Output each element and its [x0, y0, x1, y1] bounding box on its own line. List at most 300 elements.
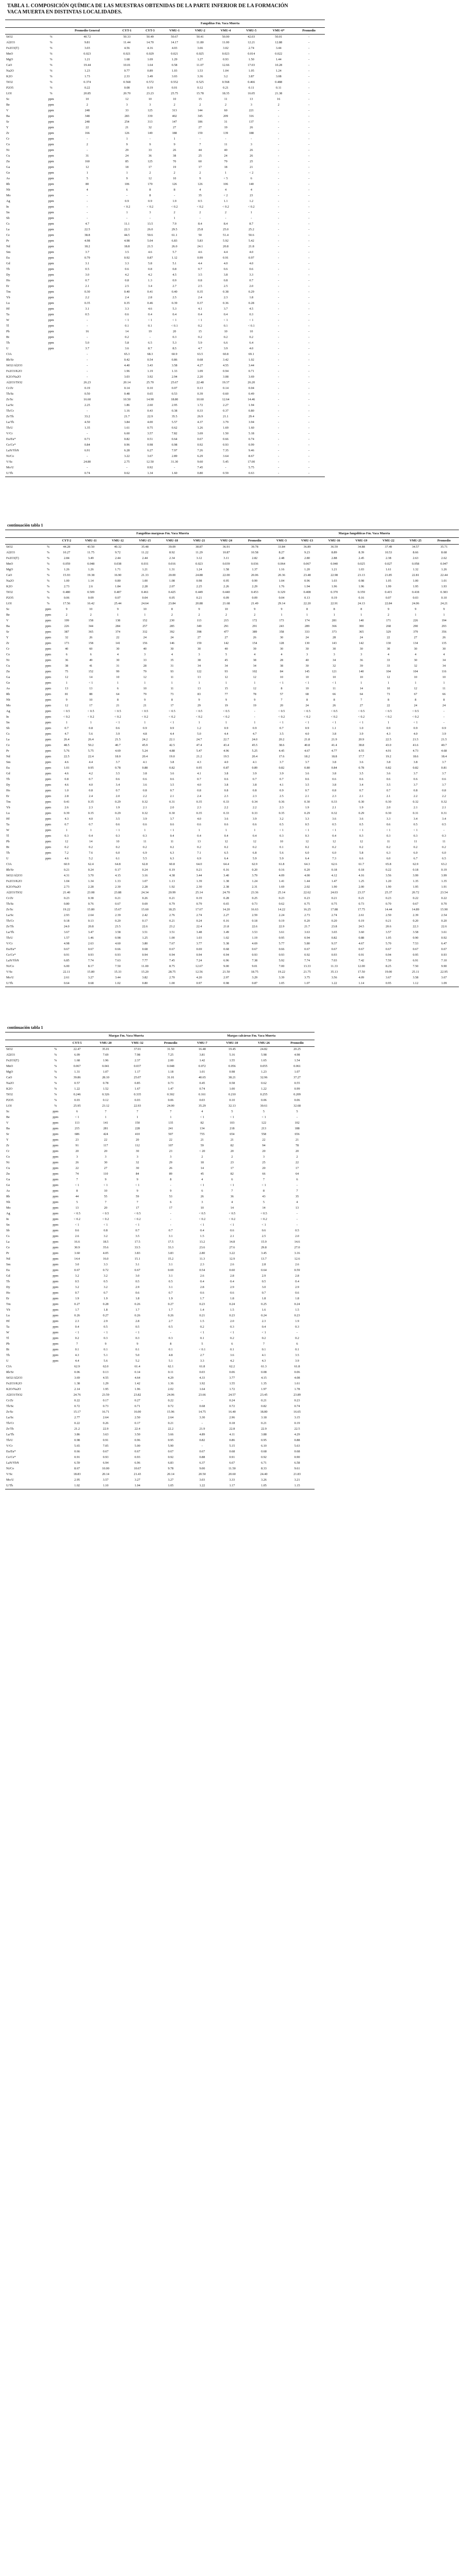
value-cell: 0.73: [358, 902, 365, 906]
column-header: CYT-2: [56, 538, 77, 545]
value-cell: 0.16: [223, 868, 229, 872]
element-label: Fe2O3(T): [6, 46, 19, 50]
unit-cell: ppm: [45, 675, 51, 680]
value-cell: 1.35: [441, 879, 447, 884]
value-cell: -: [278, 211, 279, 215]
value-cell: 20: [104, 1206, 107, 1210]
value-cell: 35.48: [141, 545, 148, 549]
table-row: [5, 924, 459, 930]
value-cell: 2.94: [171, 375, 177, 379]
value-cell: 24: [143, 636, 147, 640]
element-label: LOI: [6, 92, 12, 96]
value-cell: 0.5: [104, 1325, 108, 1329]
value-cell: 6.60: [124, 432, 130, 436]
value-cell: 10: [414, 675, 417, 680]
value-cell: -: [308, 205, 310, 209]
table-row: [5, 1438, 315, 1444]
value-cell: 0.5: [295, 1229, 300, 1233]
value-cell: 2.50: [385, 913, 391, 918]
value-cell: 2: [171, 613, 173, 617]
value-cell: 4.5: [249, 307, 254, 311]
value-cell: < 1: [125, 318, 129, 323]
unit-cell: [43, 397, 59, 403]
value-cell: 29.8: [261, 1246, 267, 1250]
value-cell: 2.1: [332, 806, 337, 810]
value-cell: 0.45: [199, 1081, 205, 1086]
table-row: [5, 250, 325, 256]
value-cell: 3.4: [116, 783, 120, 787]
value-cell: 6.1: [116, 857, 120, 861]
value-cell: 48.5: [63, 743, 70, 748]
value-cell: 3.16: [142, 874, 148, 878]
value-cell: 15.9: [261, 1240, 267, 1244]
value-cell: 42.5: [169, 743, 175, 748]
value-cell: 0.62: [261, 1081, 267, 1086]
value-cell: 1.21: [84, 58, 90, 62]
value-cell: 0.82: [261, 1404, 267, 1409]
element-label: W: [6, 318, 9, 323]
value-cell: 4.69: [252, 942, 258, 946]
value-cell: 0.27: [135, 1399, 140, 1403]
table-row: [5, 822, 459, 828]
value-cell: 0.67: [169, 947, 175, 952]
value-cell: -: [278, 375, 279, 379]
value-cell: 2.1: [305, 794, 309, 799]
value-cell: 3.22: [229, 1251, 235, 1256]
table-row: [5, 108, 325, 114]
value-cell: 3.5: [170, 783, 174, 787]
element-label: U: [6, 347, 9, 351]
value-cell: 24: [442, 704, 446, 708]
value-cell: 21.5: [147, 245, 153, 249]
value-cell: 4.4: [223, 250, 228, 255]
value-cell: 18.6: [412, 755, 419, 759]
value-cell: 0.20: [114, 919, 121, 923]
value-cell: -: [308, 466, 310, 470]
unit-cell: %: [50, 92, 53, 96]
value-cell: 7: [170, 1110, 172, 1114]
value-cell: 1.96: [358, 585, 365, 589]
value-cell: 11.50: [228, 1467, 236, 1471]
value-cell: 356: [441, 630, 447, 634]
unit-cell: ppm: [45, 687, 51, 691]
value-cell: 7.6: [89, 851, 93, 855]
value-cell: 11.22: [141, 551, 148, 555]
value-cell: -: [278, 381, 279, 385]
value-cell: 64: [295, 1172, 299, 1176]
unit-cell: ppm: [53, 1325, 59, 1329]
value-cell: 0.5: [135, 1280, 140, 1284]
table-row: [5, 1296, 315, 1302]
table-row: [5, 1126, 315, 1132]
value-cell: 0.67: [103, 1450, 109, 1454]
value-cell: 0.99: [248, 443, 254, 447]
value-cell: 51.4: [223, 233, 229, 238]
value-cell: 0.03: [74, 1098, 80, 1103]
value-cell: < 0.2: [385, 715, 392, 719]
value-cell: 0.7: [169, 1229, 173, 1233]
element-label: Zn: [6, 160, 10, 164]
value-cell: -: [308, 109, 310, 113]
value-cell: -: [278, 318, 279, 323]
value-cell: -: [126, 466, 128, 470]
value-cell: 0.06: [294, 1370, 300, 1375]
value-cell: 0.1: [230, 1348, 234, 1352]
value-cell: 16.0: [103, 1257, 109, 1261]
value-cell: -: [202, 1421, 203, 1426]
value-cell: 2.3: [261, 1319, 266, 1324]
value-cell: < 0.2: [260, 1217, 267, 1222]
value-cell: 0.29: [114, 800, 121, 804]
value-cell: 8: [173, 188, 175, 192]
element-label: SiO2/Al2O3: [6, 874, 23, 878]
value-cell: < 1: [413, 721, 418, 725]
value-cell: 6.91: [412, 959, 419, 963]
value-cell: 5.25: [252, 749, 258, 753]
value-cell: 4.1: [197, 772, 201, 776]
value-cell: 21.49: [251, 602, 258, 606]
value-cell: 0.82: [331, 936, 337, 940]
value-cell: 0.7: [64, 726, 69, 731]
value-cell: 8.92: [169, 551, 175, 555]
value-cell: < 0.2: [199, 1217, 206, 1222]
value-cell: 3.60: [358, 930, 365, 935]
value-cell: 1.58: [223, 568, 229, 572]
element-label: Na2O: [6, 579, 14, 583]
value-cell: 3.47: [88, 930, 94, 935]
value-cell: 0.10: [441, 596, 447, 600]
value-cell: 3.2: [104, 1285, 108, 1290]
value-cell: 0.09: [88, 596, 94, 600]
value-cell: -: [308, 307, 310, 311]
value-cell: 0.80: [114, 579, 121, 583]
value-cell: 8.66: [412, 551, 419, 555]
value-cell: 6.37: [199, 1461, 205, 1465]
value-cell: -: [308, 143, 310, 147]
value-cell: 1: [144, 721, 146, 725]
value-cell: 1.09: [197, 369, 203, 374]
value-cell: 3: [126, 103, 128, 107]
value-cell: 139: [223, 131, 228, 135]
value-cell: 4.33: [199, 1376, 205, 1380]
value-cell: 141: [103, 1121, 108, 1125]
value-cell: -: [170, 1217, 172, 1222]
value-cell: 4: [86, 188, 88, 192]
element-label: SiO2: [6, 1047, 13, 1052]
unit-cell: ppm: [48, 296, 54, 300]
value-cell: 23.8: [331, 925, 337, 929]
value-cell: 9: [105, 1178, 107, 1182]
value-cell: 2.00: [168, 1059, 174, 1063]
table-row: [5, 1404, 315, 1410]
element-label: Cu: [6, 154, 10, 158]
value-cell: 6: [170, 1200, 172, 1205]
element-label: Nd: [6, 755, 10, 759]
value-cell: 14.75: [199, 1410, 206, 1414]
value-cell: 1.10: [90, 1483, 122, 1489]
value-cell: 0.2: [332, 845, 337, 850]
value-cell: 0.059: [63, 562, 71, 566]
unit-cell: %: [54, 1064, 57, 1069]
value-cell: 18.25: [168, 908, 176, 912]
value-cell: 3.08: [223, 375, 229, 379]
value-cell: 172: [252, 619, 257, 623]
unit-cell: [43, 380, 59, 386]
value-cell: 12.50: [146, 460, 154, 464]
value-cell: 4.4: [224, 732, 228, 736]
table-row: [5, 862, 459, 868]
value-cell: 41.4: [331, 743, 337, 748]
value-cell: 23: [169, 1149, 173, 1154]
table-row: [5, 817, 459, 822]
value-cell: 0.5: [169, 1280, 173, 1284]
value-cell: 2.0: [386, 806, 391, 810]
value-cell: 0.9: [172, 279, 177, 283]
value-cell: 3.86: [74, 1433, 80, 1437]
value-cell: 0.2: [125, 335, 129, 340]
value-cell: 0.93: [103, 1455, 109, 1460]
table-row: [5, 839, 459, 845]
table-row: [5, 641, 459, 647]
value-cell: 25.14: [195, 891, 203, 895]
unit-cell: [43, 386, 59, 392]
value-cell: 7.97: [171, 449, 177, 453]
value-cell: -: [443, 721, 445, 725]
value-cell: -: [308, 358, 310, 362]
value-cell: 62.8: [142, 862, 148, 867]
element-label: Sm: [6, 1263, 11, 1267]
element-label: Cr: [6, 647, 10, 651]
unit-cell: ppm: [48, 160, 54, 164]
value-cell: 0.6: [125, 267, 129, 272]
value-cell: 0.5: [85, 313, 89, 317]
value-cell: 9: [254, 607, 256, 612]
value-cell: 9.72: [114, 551, 121, 555]
value-cell: 0.22: [74, 1399, 80, 1403]
value-cell: 0.7: [198, 267, 202, 272]
unit-cell: [47, 1466, 64, 1472]
value-cell: -: [278, 182, 279, 187]
unit-cell: ppm: [48, 273, 54, 277]
value-cell: -: [308, 131, 310, 135]
value-cell: -: [278, 296, 279, 300]
value-cell: 73: [170, 692, 174, 697]
value-cell: 0.18: [229, 1421, 235, 1426]
value-cell: -: [278, 131, 279, 135]
value-cell: 0.6: [223, 267, 228, 272]
unit-cell: ppm: [45, 738, 51, 742]
table-row: [5, 312, 325, 318]
value-cell: 4.29: [168, 1376, 174, 1380]
value-cell: 0.11: [249, 86, 254, 90]
value-cell: 0.6: [332, 777, 337, 782]
value-cell: 78: [295, 1144, 299, 1148]
unit-cell: [47, 1483, 64, 1489]
value-cell: 137: [249, 120, 254, 124]
element-label: Na2O: [6, 69, 14, 73]
value-cell: 45: [200, 1172, 204, 1176]
value-cell: 0.84: [331, 766, 337, 770]
value-cell: 0.79: [84, 256, 90, 260]
value-cell: 0.77: [124, 69, 130, 73]
value-cell: 6: [65, 653, 68, 657]
value-cell: 0.27: [103, 1314, 109, 1318]
value-cell: 3.5: [359, 772, 364, 776]
value-cell: 0.22: [84, 86, 90, 90]
value-cell: 4.20: [196, 976, 202, 980]
element-label: Mo: [6, 1206, 11, 1210]
value-cell: -: [170, 1223, 172, 1227]
value-cell: 0.4: [197, 834, 201, 838]
unit-cell: %: [46, 551, 50, 555]
value-cell: 146: [169, 641, 175, 646]
value-cell: 50.33: [123, 35, 131, 39]
value-cell: 0.33: [331, 800, 337, 804]
value-cell: 0.32: [441, 800, 447, 804]
value-cell: 283: [124, 114, 129, 118]
value-cell: 36: [148, 154, 152, 158]
value-cell: 7.53: [412, 942, 419, 946]
value-cell: -: [308, 233, 310, 238]
value-cell: 4.0: [249, 250, 254, 255]
value-cell: 0.568: [123, 80, 131, 84]
value-cell: 0.29: [304, 811, 310, 816]
value-cell: 290: [413, 624, 418, 629]
value-cell: 2.20: [197, 375, 203, 379]
value-cell: 1.04: [63, 879, 70, 884]
value-cell: 25.14: [278, 891, 285, 895]
value-cell: 1.27: [197, 58, 203, 62]
unit-cell: [47, 1387, 64, 1393]
table-row: [5, 1228, 315, 1234]
value-cell: 0.93: [278, 953, 285, 957]
value-cell: 0.95: [412, 953, 419, 957]
value-cell: 3.6: [170, 772, 174, 776]
value-cell: 5.0: [135, 1353, 140, 1358]
value-cell: 6.83: [171, 239, 177, 243]
value-cell: 1.04: [223, 69, 229, 73]
table-2-group-title-2: Margas fangolíticas Fm. Vaca Muerta: [270, 530, 459, 538]
value-cell: 160: [85, 160, 90, 164]
element-label: CaO: [6, 573, 12, 578]
value-cell: 34: [442, 658, 446, 663]
value-cell: 0.3: [279, 834, 284, 838]
value-cell: 3.03: [199, 1478, 205, 1482]
value-cell: 0.9: [414, 726, 418, 731]
value-cell: 3.53: [252, 930, 258, 935]
value-cell: 0.3: [414, 834, 418, 838]
value-cell: 3.0: [85, 273, 89, 277]
value-cell: 13.2: [199, 1240, 205, 1244]
table-row: [5, 1211, 315, 1217]
value-cell: 38: [173, 154, 176, 158]
unit-cell: ppm: [53, 1314, 59, 1318]
value-cell: < 1: [200, 1115, 205, 1120]
value-cell: 38.87: [195, 545, 203, 549]
value-cell: 0.91: [229, 1455, 235, 1460]
value-cell: 0.17: [142, 919, 148, 923]
unit-cell: [43, 414, 59, 420]
value-cell: 1.14: [348, 981, 375, 987]
value-cell: 8: [306, 698, 308, 702]
table-row: [5, 1444, 315, 1449]
column-header: Promedio: [240, 538, 270, 545]
unit-cell: ppm: [53, 1200, 59, 1205]
value-cell: 19: [224, 126, 227, 130]
value-cell: 30: [414, 647, 417, 651]
value-cell: 4.45: [278, 749, 285, 753]
value-cell: 0.7: [279, 726, 284, 731]
value-cell: 8.4: [198, 222, 202, 226]
value-cell: 291: [252, 624, 257, 629]
element-label: Cs: [6, 222, 10, 226]
value-cell: 22.81: [411, 573, 419, 578]
unit-cell: [43, 403, 59, 409]
value-cell: 0.1: [169, 1348, 173, 1352]
value-cell: 7.50: [114, 964, 121, 969]
value-cell: 64.3: [304, 862, 310, 867]
table-row: [5, 953, 459, 958]
value-cell: 3.4: [442, 817, 446, 821]
value-cell: 6.9: [143, 851, 147, 855]
value-cell: 1.25: [142, 936, 148, 940]
value-cell: 8: [387, 698, 389, 702]
value-cell: 0.5: [442, 823, 446, 827]
value-cell: 13: [197, 675, 201, 680]
value-cell: 209: [223, 114, 228, 118]
value-cell: 27.0: [294, 1246, 300, 1250]
value-cell: -: [308, 313, 310, 317]
column-header: VMU-22: [375, 538, 402, 545]
value-cell: -: [225, 216, 226, 221]
value-cell: 59: [136, 1195, 139, 1199]
value-cell: -: [278, 420, 279, 425]
value-cell: 8.67: [248, 454, 254, 459]
value-cell: 28: [333, 636, 336, 640]
value-cell: 5.5: [143, 857, 147, 861]
value-cell: 1.01: [199, 1070, 205, 1074]
element-label: Th/U: [6, 426, 13, 430]
value-cell: 28: [279, 658, 284, 663]
table-row: [5, 1455, 315, 1461]
value-cell: 6.8: [252, 851, 257, 855]
value-cell: 24.5: [358, 925, 365, 929]
table-row: [5, 193, 325, 199]
value-cell: -: [308, 409, 310, 413]
table-row: [5, 460, 325, 465]
value-cell: 2: [254, 613, 256, 617]
value-cell: 2: [65, 613, 68, 617]
value-cell: 18.8: [331, 755, 337, 759]
value-cell: 18.5: [103, 1240, 109, 1244]
unit-cell: [41, 947, 56, 953]
value-cell: 7.25: [168, 1053, 174, 1057]
table-row: [5, 1070, 315, 1075]
value-cell: 7.63: [114, 959, 121, 963]
value-cell: 6: [296, 1342, 298, 1346]
value-cell: 0.92: [441, 936, 447, 940]
value-cell: 4.40: [124, 364, 130, 368]
value-cell: 11.75: [87, 551, 94, 555]
table-row: [5, 907, 459, 913]
unit-cell: %: [54, 1081, 57, 1086]
value-cell: 22.4: [196, 925, 202, 929]
element-label: Zr: [6, 641, 9, 646]
value-cell: 3.03: [124, 375, 130, 379]
value-cell: 26: [75, 1161, 79, 1165]
table-row: [5, 1308, 315, 1313]
value-cell: 424: [103, 1132, 108, 1137]
